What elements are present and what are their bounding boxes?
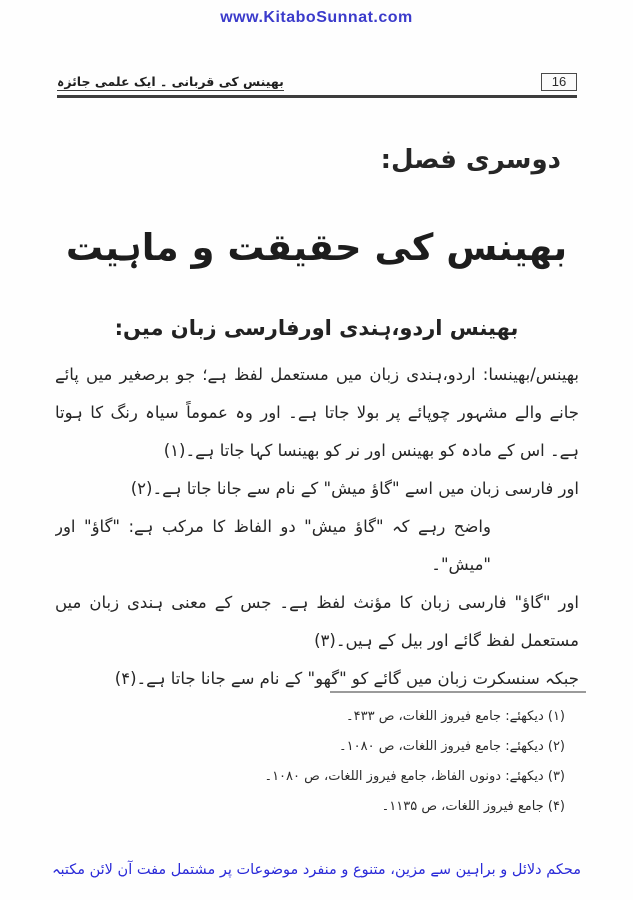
footnote-3: (۳) دیکھئے: دونوں الفاظ، جامع فیروز اللغات، ص ۱۰۸۰۔ bbox=[264, 769, 565, 784]
footnote-2: (۲) دیکھئے: جامع فیروز اللغات، ص ۱۰۸۰۔ bbox=[339, 739, 565, 754]
body-paragraph-2: اور فارسی زبان میں اسے "گاؤ میش" کے نام سے جانا جاتا ہے۔(۲) bbox=[130, 479, 579, 498]
page-number-badge: 16 bbox=[541, 73, 577, 91]
body-text-block bbox=[55, 356, 579, 688]
body-paragraph-1: بھینس/بھینسا: اردو،ہندی زبان میں مستعمل لفظ ہے؛ جو برصغیر میں پائے جانے والے مشہور چوپائے پر بولا جاتا ہے۔ اور وہ عموماً سیاہ رنگ کا ہوتا ہے۔ اس کے مادہ کو بھینس اور نر کو بھینسا کہا جاتا ہے۔(۱) bbox=[55, 365, 579, 460]
body-paragraph-5: جبکہ سنسکرت زبان میں گائے کو "گھو" کے نام سے جانا جاتا ہے۔(۴) bbox=[114, 669, 579, 688]
page-header bbox=[57, 68, 577, 98]
site-watermark-url: www.KitaboSunnat.com bbox=[220, 9, 413, 26]
body-paragraph-4: اور "گاؤ" فارسی زبان کا مؤنث لفظ ہے۔ جس کے معنی ہندی زبان میں مستعمل لفظ گائے اور بیل کے ہیں۔(۳) bbox=[55, 593, 579, 650]
page-title: بھینس کی حقیقت و ماہیت bbox=[65, 226, 568, 269]
library-watermark-text: محکم دلائل و براہین سے مزین، متنوع و منفرد موضوعات پر مشتمل مفت آن لائن مکتبہ bbox=[51, 862, 582, 878]
section-heading: بھینس اردو،ہندی اورفارسی زبان میں: bbox=[114, 316, 519, 340]
body-paragraph-3: واضح رہے کہ "گاؤ میش" دو الفاظ کا مرکب ہے: "گاؤ" اور "میش"۔ bbox=[55, 517, 491, 574]
footnote-1: (۱) دیکھئے: جامع فیروز اللغات، ص ۴۳۳۔ bbox=[345, 709, 565, 724]
footnotes-block bbox=[135, 702, 565, 822]
footnote-separator-rule bbox=[330, 691, 586, 693]
running-book-title: بھینس کی قربانی ۔ ایک علمی جائزہ bbox=[57, 74, 284, 89]
footnote-4: (۴) جامع فیروز اللغات، ص ۱۱۳۵۔ bbox=[381, 799, 565, 814]
chapter-label: دوسری فصل: bbox=[380, 145, 561, 175]
